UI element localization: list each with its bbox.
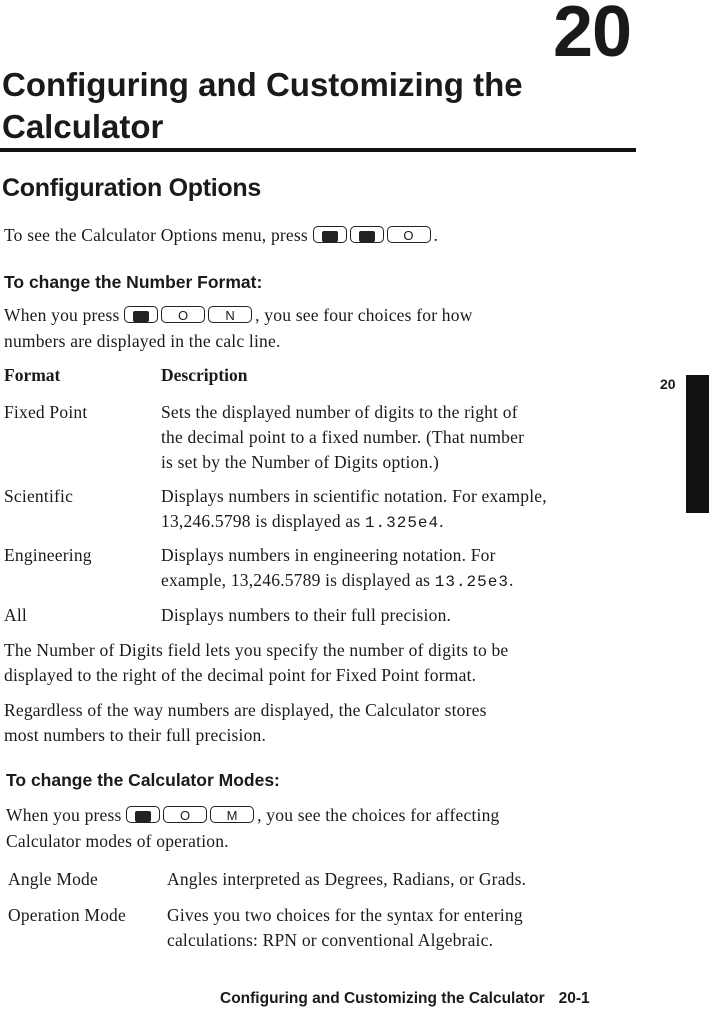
example-code: 1.325e4 <box>364 514 440 532</box>
lead-after-text: , you see the choices for affecting <box>257 805 500 825</box>
mode-name: Operation Mode <box>8 905 126 925</box>
o-key: O <box>387 226 431 243</box>
format-name: Scientific <box>4 486 74 506</box>
calculator-modes-lead-line2: Calculator modes of operation. <box>6 831 229 851</box>
footer-title: Configuring and Customizing the Calculator <box>220 990 545 1007</box>
mode-description: Angles interpreted as Degrees, Radians, or Grads. <box>167 869 527 889</box>
desc-line: 13,246.5798 is displayed as 1.325e4. <box>161 511 444 532</box>
o-key: O <box>161 306 205 323</box>
lead-text: When you press <box>6 805 122 825</box>
title-rule <box>0 148 636 152</box>
intro-text: To see the Calculator Options menu, press <box>4 225 308 245</box>
page-number: 20-1 <box>558 990 590 1007</box>
paragraph-precision: Regardless of the way numbers are displayed, the Calculator stores most numbers to their full precision. <box>4 700 487 745</box>
lead-text: When you press <box>4 305 120 325</box>
format-name: Fixed Point <box>4 402 88 422</box>
number-format-lead <box>4 303 473 328</box>
o-key: O <box>163 806 207 823</box>
section-title: Configuration Options <box>2 174 261 202</box>
m-key: M <box>210 806 254 823</box>
desc-line: Displays numbers in engineering notation. For <box>161 545 496 565</box>
desc-line: the decimal point to a fixed number. (That number <box>161 427 525 447</box>
format-name: Engineering <box>4 545 92 565</box>
format-description: Displays numbers to their full precision. <box>161 605 452 625</box>
paragraph-digits: The Number of Digits field lets you specify the number of digits to be displayed to the right of the decimal point for Fixed Point format. <box>4 640 509 685</box>
mode-description: Gives you two choices for the syntax for entering calculations: RPN or conventional Algebraic. <box>167 905 523 950</box>
format-description <box>161 484 651 536</box>
side-tab-bar <box>686 375 709 513</box>
mode-name: Angle Mode <box>8 869 98 889</box>
desc-line: Displays numbers in scientific notation. For example, <box>161 486 547 506</box>
format-description <box>161 543 651 595</box>
desc-line: is set by the Number of Digits option.) <box>161 452 440 472</box>
chapter-title: Configuring and Customizing the Calculator <box>2 66 523 145</box>
example-code: 13.25e3 <box>434 573 509 591</box>
desc-line: example, 13,246.5789 is displayed as 13.25e3. <box>161 570 514 591</box>
format-name: All <box>4 605 27 625</box>
format-description <box>161 400 651 475</box>
intro-line: To see the Calculator Options menu, press O . <box>4 225 439 245</box>
calculator-modes-lead <box>6 803 500 828</box>
chapter-number: 20 <box>553 0 632 72</box>
number-format-lead-line2: numbers are displayed in the calc line. <box>4 331 281 351</box>
column-header-format: Format <box>4 365 61 385</box>
menu-key-icon <box>126 806 160 823</box>
column-header-description: Description <box>161 365 248 385</box>
menu-key-icon <box>350 226 384 243</box>
number-format-heading: To change the Number Format: <box>4 272 263 292</box>
side-tab-label: 20 <box>660 376 676 392</box>
desc-line: Sets the displayed number of digits to the right of <box>161 402 518 422</box>
menu-key-icon <box>124 306 158 323</box>
calculator-modes-heading: To change the Calculator Modes: <box>6 770 280 790</box>
shift-key-icon <box>313 226 347 243</box>
page-footer <box>220 990 590 1008</box>
n-key: N <box>208 306 252 323</box>
lead-after-text: , you see four choices for how <box>255 305 473 325</box>
